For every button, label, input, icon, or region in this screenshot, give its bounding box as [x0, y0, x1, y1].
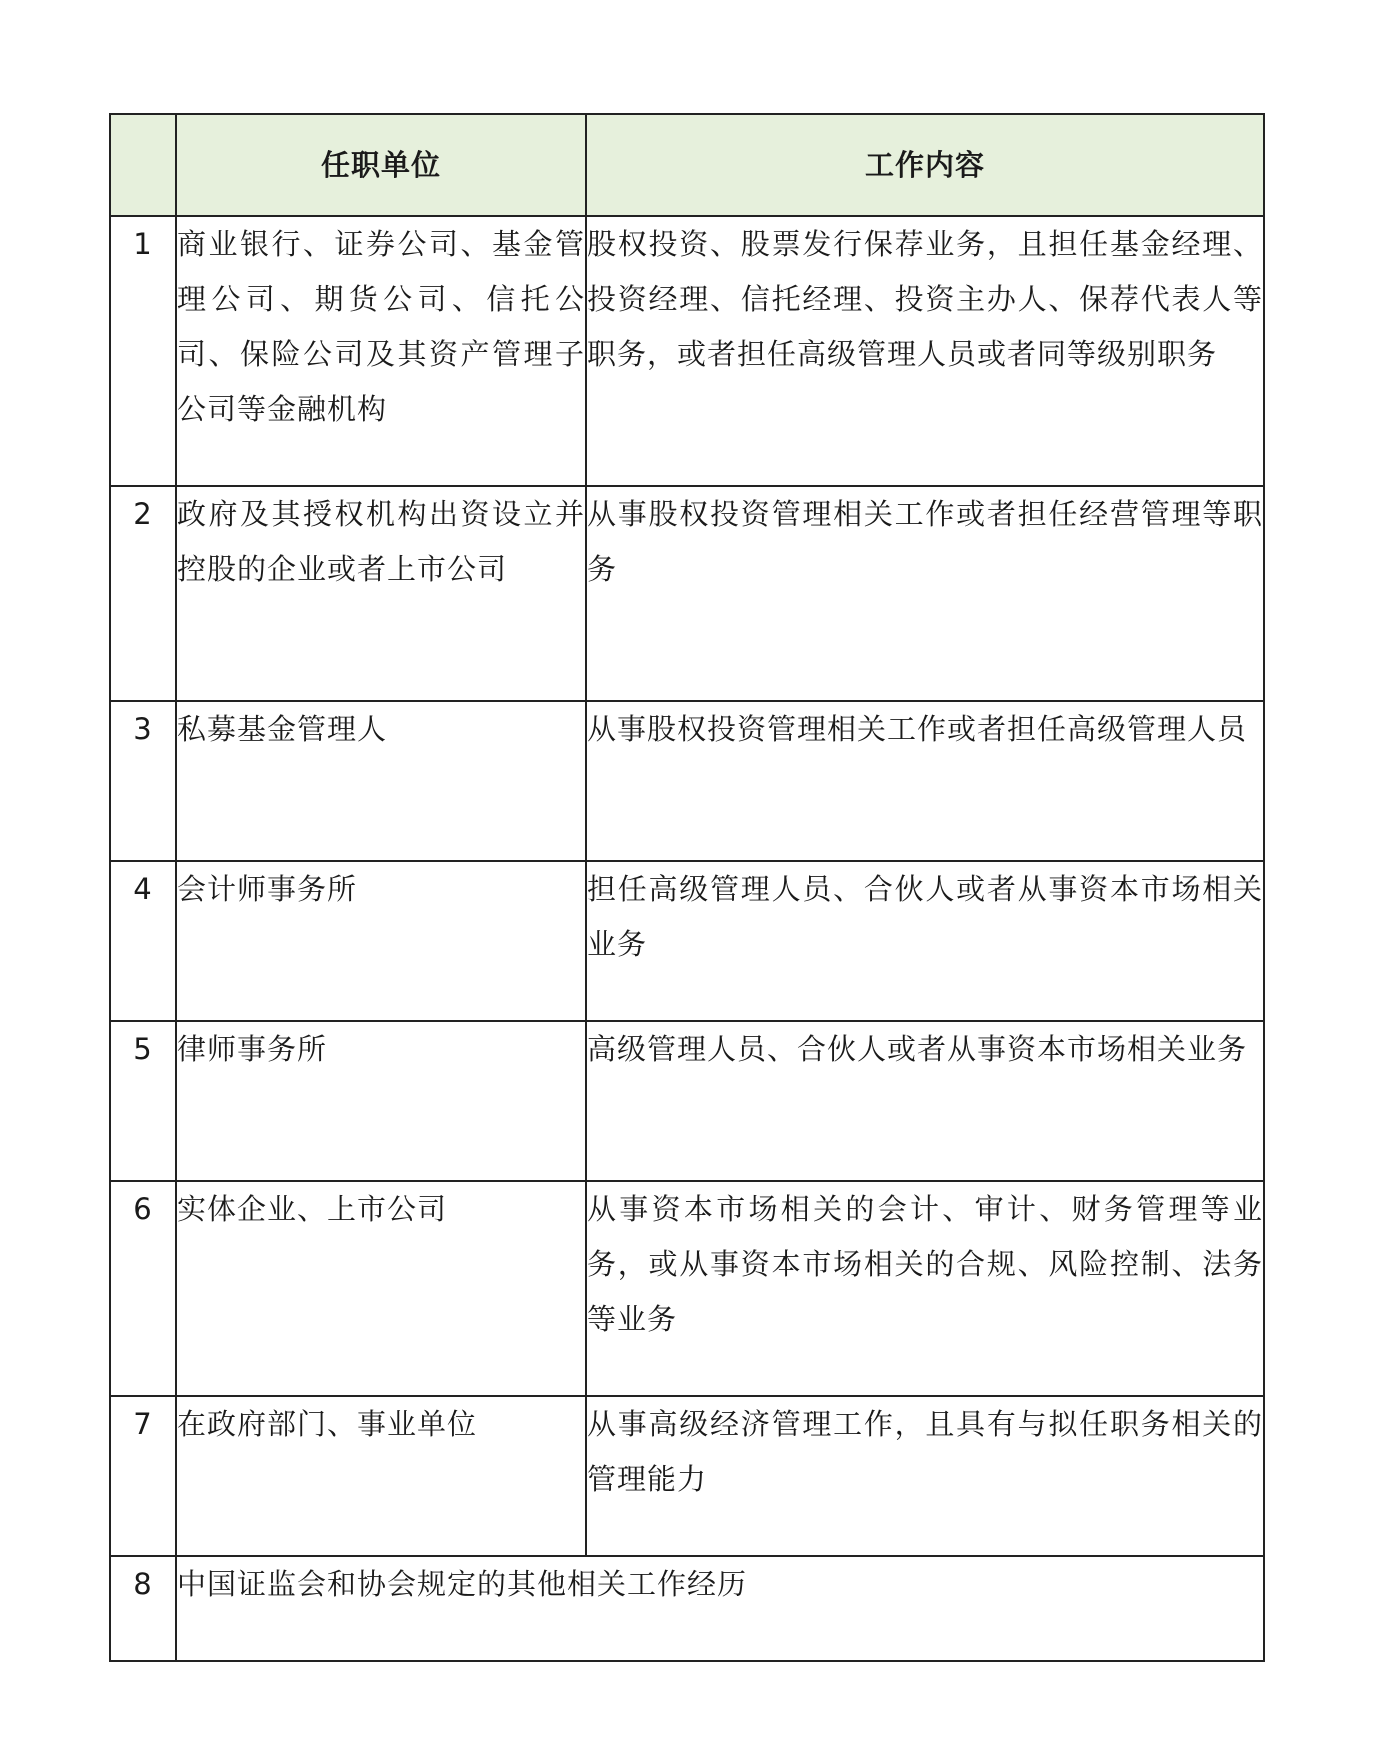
table-row	[110, 1181, 1264, 1396]
row-number: 3	[110, 701, 176, 861]
row-number: 8	[110, 1556, 176, 1661]
row-work: 从事资本市场相关的会计、审计、财务管理等业务，或从事资本市场相关的合规、风险控制、法务等业务	[586, 1181, 1264, 1396]
row-unit: 私募基金管理人	[176, 701, 586, 861]
row-merged-text: 中国证监会和协会规定的其他相关工作经历	[176, 1556, 1264, 1661]
row-work: 高级管理人员、合伙人或者从事资本市场相关业务	[586, 1021, 1264, 1181]
table-row	[110, 216, 1264, 486]
row-number: 6	[110, 1181, 176, 1396]
row-unit: 在政府部门、事业单位	[176, 1396, 586, 1556]
header-num	[110, 114, 176, 216]
row-unit: 政府及其授权机构出资设立并控股的企业或者上市公司	[176, 486, 586, 701]
table-row	[110, 861, 1264, 1021]
row-unit: 实体企业、上市公司	[176, 1181, 586, 1396]
table-row	[110, 1396, 1264, 1556]
row-number: 5	[110, 1021, 176, 1181]
header-work: 工作内容	[586, 114, 1264, 216]
header-unit: 任职单位	[176, 114, 586, 216]
row-number: 7	[110, 1396, 176, 1556]
row-work: 从事高级经济管理工作，且具有与拟任职务相关的管理能力	[586, 1396, 1264, 1556]
table-header-row	[110, 114, 1264, 216]
table-row-last	[110, 1556, 1264, 1661]
row-work: 从事股权投资管理相关工作或者担任经营管理等职务	[586, 486, 1264, 701]
table-row	[110, 486, 1264, 701]
row-unit: 律师事务所	[176, 1021, 586, 1181]
row-unit: 商业银行、证券公司、基金管理公司、期货公司、信托公司、保险公司及其资产管理子公司等金融机构	[176, 216, 586, 486]
row-number: 2	[110, 486, 176, 701]
row-number: 4	[110, 861, 176, 1021]
row-work: 担任高级管理人员、合伙人或者从事资本市场相关业务	[586, 861, 1264, 1021]
row-unit: 会计师事务所	[176, 861, 586, 1021]
table-row	[110, 1021, 1264, 1181]
table-row	[110, 701, 1264, 861]
row-work: 从事股权投资管理相关工作或者担任高级管理人员	[586, 701, 1264, 861]
work-experience-table	[109, 113, 1265, 1662]
row-work: 股权投资、股票发行保荐业务，且担任基金经理、投资经理、信托经理、投资主办人、保荐代表人等职务，或者担任高级管理人员或者同等级别职务	[586, 216, 1264, 486]
row-number: 1	[110, 216, 176, 486]
